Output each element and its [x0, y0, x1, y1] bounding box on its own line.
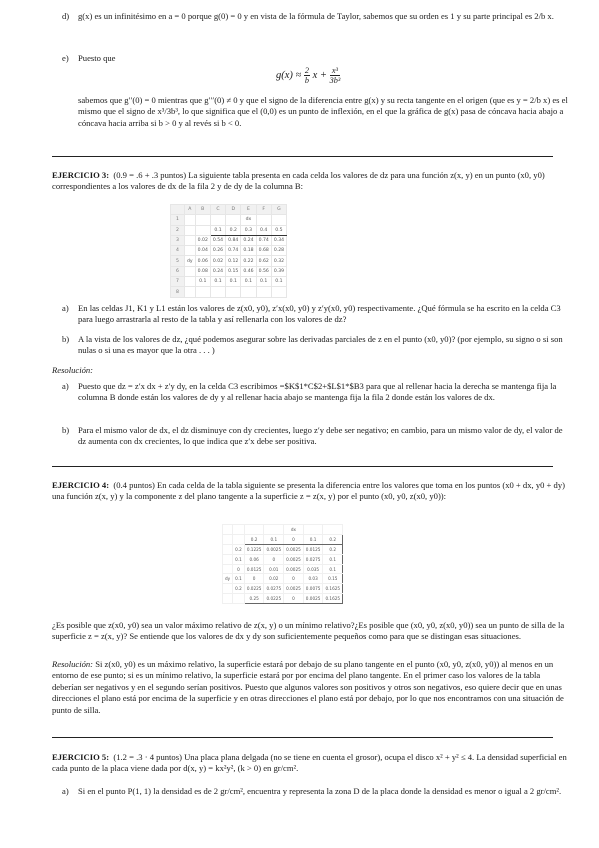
row-header: 1 — [171, 215, 185, 225]
part-d-label: d) — [62, 11, 70, 21]
dy-value: 0.1 — [233, 554, 245, 564]
sheet-row — [223, 584, 343, 594]
sheet-row — [223, 525, 343, 535]
row-header: 8 — [171, 287, 185, 297]
dz-cell: 0.1 — [256, 277, 271, 287]
difference-cell: 0.1 — [323, 554, 343, 564]
part-e-text: sabemos que g′′(0) = 0 mientras que g′′′(0) ≠ 0 y que el signo de la diferencia entre g(x) y su recta tangente en el origen (que es y = 2/b x) es el mismo que el signo de x³/3b³, lo que significa que el (0,0) es un punto de inflexión, en el que la gráfica de g(x) pasa de cóncava hacia abajo a cóncava hacia arriba si b > 0 y al revés si b < 0. — [78, 95, 568, 128]
dz-cell: 0.68 — [256, 246, 271, 256]
sheet-row — [171, 215, 287, 225]
ex3-intro: (0.9 = .6 + .3 puntos) La siguiente tabla presenta en cada celda los valores de dz para una función z(x, y) en un punto (x0, y0) correspondientes a los valores de dx de la fila 2 y de dy de la columna B: — [52, 170, 545, 192]
empty-cell — [185, 287, 196, 297]
ex3-question-b: b) A la vista de los valores de dz, ¿qué podemos asegurar sobre las derivadas parciales de z en el punto (x0, y0)? (por ejemplo, su signo o si son nulas o si una es mayor que la otra . . . ) — [62, 334, 563, 356]
dz-cell: 0.34 — [271, 235, 286, 245]
empty-cell — [271, 287, 286, 297]
difference-cell: 0.1 — [323, 564, 343, 574]
ex4-question: ¿Es posible que z(x0, y0) sea un valor máximo relativo de z(x, y) o un mínimo relativo?¿Es posible que (x0, y0, z(x0, y0)) sea un punto de silla de la superficie z = z(x, y)? Se entiende que los valores de dx y dy son suficientemente pequeños como para que se distingan esas situaciones. — [52, 620, 565, 642]
dy-value: 0.1 — [233, 574, 245, 584]
dz-cell: 0.22 — [241, 256, 256, 266]
part-e-label: e) — [62, 53, 69, 63]
difference-cell: 0.0025 — [264, 544, 284, 554]
ex3-resolucion-label: Resolución: — [52, 365, 94, 375]
dx-value: 0.1 — [264, 534, 284, 544]
dz-cell: 0.24 — [210, 266, 225, 276]
dz-cell: 0.46 — [241, 266, 256, 276]
difference-cell: 0.01 — [264, 564, 284, 574]
difference-cell: 0.06 — [244, 554, 264, 564]
difference-cell: 0.2 — [323, 544, 343, 554]
sheet-row — [171, 256, 287, 266]
empty-cell — [264, 525, 284, 535]
dy-value: 0.04 — [195, 246, 210, 256]
dz-cell: 0.74 — [226, 246, 241, 256]
taylor-formula — [276, 66, 340, 85]
dz-cell: 0.18 — [241, 246, 256, 256]
sheet-row — [223, 554, 343, 564]
spreadsheet-dz — [170, 204, 287, 298]
dy-value: 0.2 — [233, 584, 245, 594]
empty-cell — [185, 246, 196, 256]
ex3-answer-b: b) Para el mismo valor de dx, el dz disminuye con dy crecientes, luego z′y debe ser negativo; en cambio, para un mismo valor de dy, el valor de dz aumenta con dx crecientes, lo que indica que z′x debe ser positiva. — [62, 425, 563, 447]
difference-cell: 0.1625 — [323, 584, 343, 594]
difference-cell: 0.0275 — [303, 554, 323, 564]
column-header: F — [256, 205, 271, 215]
empty-cell — [223, 534, 233, 544]
empty-cell — [185, 215, 196, 225]
dx-value: 0.3 — [241, 225, 256, 235]
dy-value: 0.1 — [195, 277, 210, 287]
difference-cell: 0.0075 — [303, 584, 323, 594]
formula-lhs: g(x) ≈ — [276, 69, 302, 81]
ex5-intro: (1.2 = .3 · 4 puntos) Una placa plana delgada (no se tiene en cuenta el grosor), ocupa el disco x² + y² ≤ 4. La densidad superficial en cada punto de la placa viene dada por d(x, y) = kx²y², (k > 0) en gr/cm². — [52, 752, 567, 774]
empty-cell — [185, 235, 196, 245]
dz-cell: 0.02 — [210, 256, 225, 266]
difference-cell: 0.02 — [264, 574, 284, 584]
row-header: 3 — [171, 235, 185, 245]
dz-cell: 0.62 — [256, 256, 271, 266]
dx-value: 0.1 — [303, 534, 323, 544]
empty-cell — [223, 554, 233, 564]
dx-value: 0.2 — [244, 534, 264, 544]
ex3-question-a: a) En las celdas J1, K1 y L1 están los valores de z(x0, y0), z′x(x0, y0) y z′y(x0, y0) respectivamente. ¿Qué fórmula se ha escrito en la celda C3 para luego arrastrarla al resto de la tabla y así rellenarla con los valores de dz? — [62, 303, 561, 325]
row-header: 2 — [171, 225, 185, 235]
difference-cell: 0.0125 — [303, 544, 323, 554]
row-header: 6 — [171, 266, 185, 276]
sheet-row — [171, 235, 287, 245]
dz-cell: 0.26 — [210, 246, 225, 256]
sheet-row — [171, 277, 287, 287]
dx-value: 0.2 — [226, 225, 241, 235]
empty-cell — [223, 564, 233, 574]
sheet-row — [223, 594, 343, 604]
part-e — [62, 53, 570, 64]
empty-cell — [223, 584, 233, 594]
part-d-text: g(x) es un infinitésimo en a = 0 porque g(0) = 0 y en vista de la fórmula de Taylor, sabemos que su orden es 1 y su parte principal es 2/b x. — [78, 11, 554, 21]
empty-cell — [303, 525, 323, 535]
empty-cell — [233, 594, 245, 604]
dy-label: dy — [223, 574, 233, 584]
difference-cell: 0.25 — [244, 594, 264, 604]
dy-value: 0 — [233, 564, 245, 574]
difference-cell: 0.0025 — [284, 584, 304, 594]
sheet-header-row — [171, 205, 287, 215]
dz-cell: 0.39 — [271, 266, 286, 276]
empty-cell — [226, 215, 241, 225]
difference-cell: 0.0025 — [284, 554, 304, 564]
empty-cell — [195, 287, 210, 297]
ex4-resolucion: Resolución: Si z(x0, y0) es un máximo relativo, la superficie estará por debajo de su plano tangente en el punto (x0, y0, z(x0, y0)) al menos en un entorno de ese punto; si es un mínimo relativo, la superficie estará por por encima del plano tangente. En el primer caso los valores de la tabla deberían ser negativos y en el segundo serían positivos. Puesto que algunos valores son positivos y otros son negativos, eso quiere decir que en unas direcciones el plano está por encima de la superficie y en otras direcciones el plano está por debajo, por lo que nos encontramos con una situación de punto de silla. — [52, 659, 564, 715]
column-header: E — [241, 205, 256, 215]
empty-cell — [241, 287, 256, 297]
ex4-title: EJERCICIO 4: — [52, 480, 110, 490]
dx-label: dx — [284, 525, 304, 535]
dy-value: 0.2 — [233, 544, 245, 554]
ex3-statement — [52, 170, 570, 193]
dz-cell: 0.12 — [226, 256, 241, 266]
difference-cell: 0.0025 — [284, 544, 304, 554]
empty-cell — [244, 525, 264, 535]
dy-value: 0.08 — [195, 266, 210, 276]
spreadsheet-difference — [222, 524, 343, 604]
difference-cell: 0.15 — [323, 574, 343, 584]
divider — [52, 156, 553, 157]
sheet-row — [171, 225, 287, 235]
ex5-question-a: a) Si en el punto P(1, 1) la densidad es de 2 gr/cm², encuentra y representa la zona D de la placa donde la densidad es menor o igual a 2 gr/cm². — [62, 786, 562, 796]
column-header: A — [185, 205, 196, 215]
empty-cell — [185, 277, 196, 287]
dx-value: 0.4 — [256, 225, 271, 235]
difference-cell: 0.0225 — [244, 584, 264, 594]
difference-cell: 0.03 — [303, 574, 323, 584]
column-header: D — [226, 205, 241, 215]
dy-value: 0.02 — [195, 235, 210, 245]
formula-frac-2: $\frac{\text{x³}}{\text{3b³}}$ — [329, 66, 341, 85]
part-d — [62, 11, 570, 22]
difference-cell: 0 — [284, 574, 304, 584]
column-header: G — [271, 205, 286, 215]
difference-cell: 0.1225 — [244, 544, 264, 554]
ex4-statement — [52, 480, 570, 503]
dz-cell: 0.1 — [226, 277, 241, 287]
sheet-row — [223, 534, 343, 544]
ex3-title: EJERCICIO 3: — [52, 170, 110, 180]
dz-cell: 0.56 — [256, 266, 271, 276]
empty-cell — [323, 525, 343, 535]
dz-cell: 0.74 — [256, 235, 271, 245]
sheet-row — [223, 574, 343, 584]
dz-cell: 0.1 — [241, 277, 256, 287]
difference-cell: 0.0125 — [244, 564, 264, 574]
formula-mid: x + — [312, 69, 328, 81]
divider — [52, 737, 553, 738]
dx-value: 0.5 — [271, 225, 286, 235]
difference-cell: 0.0025 — [303, 594, 323, 604]
sheet-row — [171, 266, 287, 276]
part-e-intro: Puesto que — [78, 53, 116, 63]
empty-cell — [210, 215, 225, 225]
dy-value: 0.06 — [195, 256, 210, 266]
ex4-intro: (0.4 puntos) En cada celda de la tabla siguiente se presenta la diferencia entre los valores que toma en los puntos (x0 + dx, y0 + dy) una función z(x, y) y la componente z del plano tangente a la superficie z = z(x, y) por el punto (x0, y0, z(x0, y0)): — [52, 480, 566, 502]
ex5-title: EJERCICIO 5: — [52, 752, 110, 762]
empty-cell — [185, 225, 196, 235]
row-header: 4 — [171, 246, 185, 256]
row-header: 5 — [171, 256, 185, 266]
difference-cell: 0.035 — [303, 564, 323, 574]
dx-value: 0 — [284, 534, 304, 544]
row-header: 7 — [171, 277, 185, 287]
empty-cell — [271, 215, 286, 225]
difference-cell: 0.0225 — [264, 594, 284, 604]
empty-cell — [195, 225, 210, 235]
dz-cell: 0.32 — [271, 256, 286, 266]
empty-cell — [195, 215, 210, 225]
empty-cell — [223, 525, 233, 535]
empty-cell — [256, 215, 271, 225]
dx-label: dx — [241, 215, 256, 225]
difference-cell: 0 — [244, 574, 264, 584]
dz-cell: 0.84 — [226, 235, 241, 245]
empty-cell — [210, 287, 225, 297]
dx-value: 0.2 — [323, 534, 343, 544]
ex5-statement — [52, 752, 570, 775]
part-e-body — [78, 95, 570, 129]
sheet-row — [171, 287, 287, 297]
dz-cell: 0.1 — [271, 277, 286, 287]
empty-cell — [226, 287, 241, 297]
dz-cell: 0.24 — [241, 235, 256, 245]
difference-cell: 0 — [284, 594, 304, 604]
column-header: B — [195, 205, 210, 215]
difference-cell: 0.1625 — [323, 594, 343, 604]
empty-cell — [233, 534, 245, 544]
sheet-row — [223, 544, 343, 554]
empty-cell — [185, 266, 196, 276]
empty-cell — [223, 594, 233, 604]
empty-cell — [223, 544, 233, 554]
sheet-row — [223, 564, 343, 574]
formula-frac-1: $\frac{2}{b}$ — [304, 66, 310, 85]
difference-cell: 0 — [264, 554, 284, 564]
dz-cell: 0.54 — [210, 235, 225, 245]
divider — [52, 466, 553, 467]
sheet-row — [171, 246, 287, 256]
ex3-answer-a: a) Puesto que dz = z′x dx + z′y dy, en la celda C3 escribimos =$K$1*C$2+$L$1*$B3 para que al rellenar hacia la derecha se mantenga fija la columna B donde están los valores de dy y al rellenar hacia abajo se mantenga fija la fila 2 donde están los valores de dx. — [62, 381, 557, 403]
sheet-corner — [171, 205, 185, 215]
dz-cell: 0.15 — [226, 266, 241, 276]
dz-cell: 0.1 — [210, 277, 225, 287]
dz-cell: 0.28 — [271, 246, 286, 256]
difference-cell: 0.0275 — [264, 584, 284, 594]
dx-value: 0.1 — [210, 225, 225, 235]
column-header: C — [210, 205, 225, 215]
difference-cell: 0.0025 — [284, 564, 304, 574]
empty-cell — [233, 525, 245, 535]
empty-cell — [256, 287, 271, 297]
dy-label: dy — [185, 256, 196, 266]
